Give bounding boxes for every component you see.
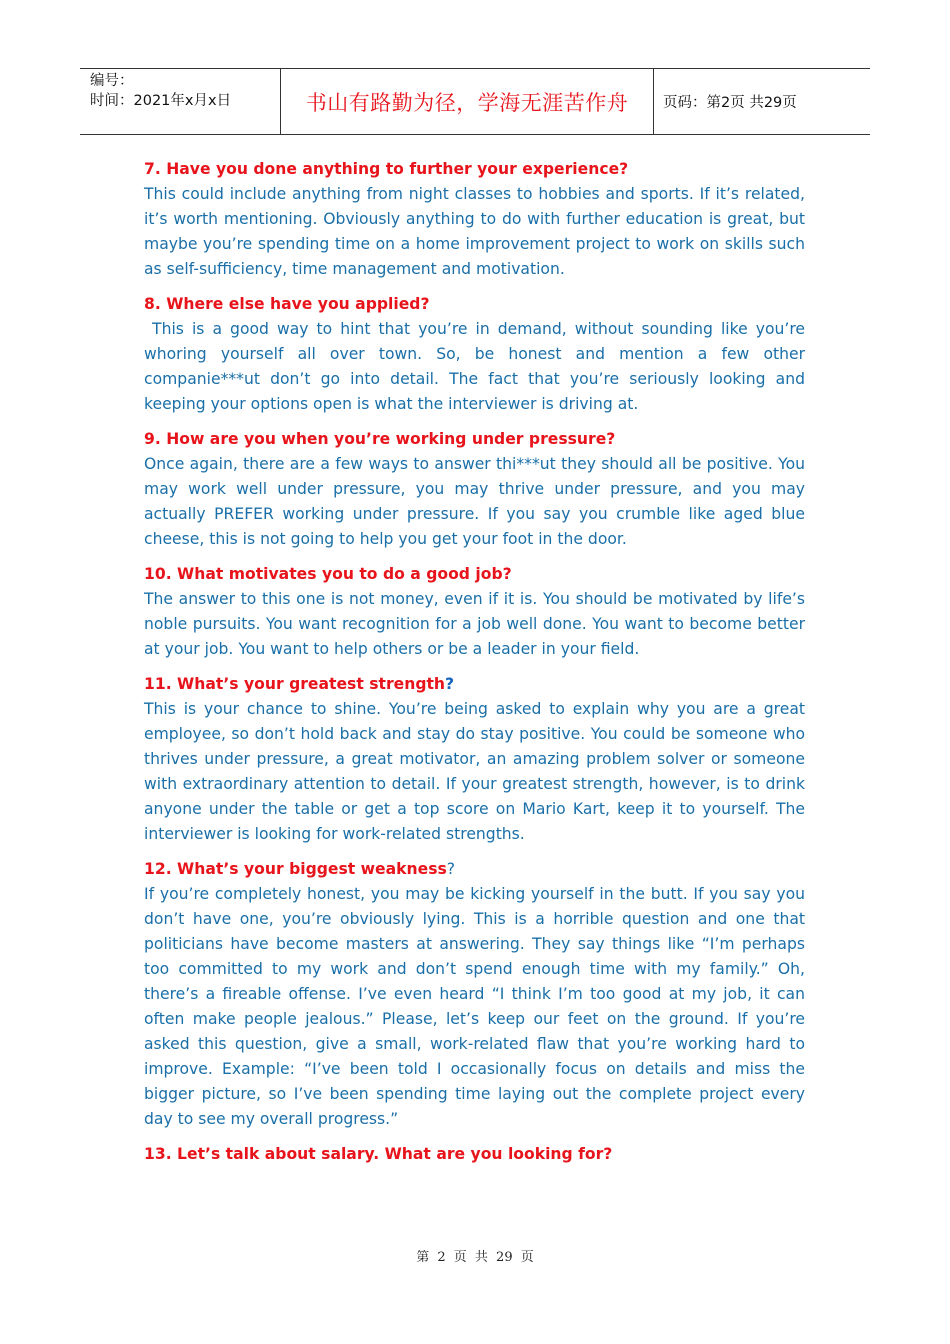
number-label: 编号： bbox=[90, 73, 134, 89]
qa-item-12 bbox=[144, 857, 805, 1132]
answer: The answer to this one is not money, even if it is. You should be motivated by life’s noble pursuits. You want recognition for a job well done. You want to become better at your job. You want to help others or be a leader in your field. bbox=[144, 590, 805, 658]
page-header bbox=[80, 68, 870, 135]
page-footer: 第 2 页 共 29 页 bbox=[416, 1250, 534, 1265]
qa-item-10 bbox=[144, 562, 805, 662]
header-motto: 书山有路勤为径，学海无涯苦作舟 bbox=[281, 69, 654, 134]
question: 9. How are you when you’re working under pressure? bbox=[144, 430, 616, 448]
question-mark: ? bbox=[446, 860, 456, 878]
question-mark: ? bbox=[445, 675, 455, 693]
answer: This is your chance to shine. You’re being asked to explain why you are a great employee, so don’t hold back and stay do stay positive. You could be someone who thrives under pressure, a great motivator, an amazing problem solver or someone with extraordinary attention to detail. If your greatest strength, however, is to drink anyone under the table or get a top score on Mario Kart, keep it to yourself. The interviewer is looking for work-related strengths. bbox=[144, 700, 805, 843]
qa-item-7 bbox=[144, 157, 805, 282]
header-meta bbox=[80, 69, 281, 134]
question: 7. Have you done anything to further your experience? bbox=[144, 160, 629, 178]
time-label: 时间：2021年x月x日 bbox=[90, 93, 232, 109]
question: 12. What’s your biggest weakness? bbox=[144, 860, 456, 878]
qa-item-9 bbox=[144, 427, 805, 552]
question: 8. Where else have you applied? bbox=[144, 295, 430, 313]
qa-item-11 bbox=[144, 672, 805, 847]
question: 10. What motivates you to do a good job? bbox=[144, 565, 512, 583]
answer: If you’re completely honest, you may be kicking yourself in the butt. If you say you don’t have one, you’re obviously lying. This is a horrible question and one that politicians have become masters at answering. They say things like “I’m perhaps too committed to my work and don’t spend enough time with my family.” Oh, there’s a fireable offense. I’ve even heard “I think I’m too good at my job, it can often make people jealous.” Please, let’s keep our feet on the ground. If you’re asked this question, give a small, work-related flaw that you’re working hard to improve. Example: “I’ve been told I occasionally focus on details and miss the bigger picture, so I’ve been spending time laying out the complete project every day to see my overall progress.” bbox=[144, 885, 805, 1128]
answer: Once again, there are a few ways to answer thi***ut they should all be positive. You may work well under pressure, you may thrive under pressure, and you may actually PREFER working under pressure. If you say you crumble like aged blue cheese, this is not going to help you get your foot in the door. bbox=[144, 455, 805, 548]
question: 11. What’s your greatest strength? bbox=[144, 675, 455, 693]
question: 13. Let’s talk about salary. What are you looking for? bbox=[144, 1145, 613, 1163]
qa-item-8 bbox=[144, 292, 810, 417]
header-page-info: 页码：第2页 共29页 bbox=[663, 95, 797, 111]
document-body bbox=[144, 157, 810, 1177]
qa-item-13 bbox=[144, 1142, 805, 1167]
answer: This could include anything from night classes to hobbies and sports. If it’s related, it’s worth mentioning. Obviously anything to do with further education is great, but maybe you’re spending time on a home improvement project to work on skills such as self-sufficiency, time management and motivation. bbox=[144, 185, 805, 278]
answer: This is a good way to hint that you’re in demand, without sounding like you’re whoring yourself all over town. So, be honest and mention a few other companie***ut don’t go into detail. The fact that you’re seriously looking and keeping your options open is what the interviewer is driving at. bbox=[144, 320, 810, 413]
